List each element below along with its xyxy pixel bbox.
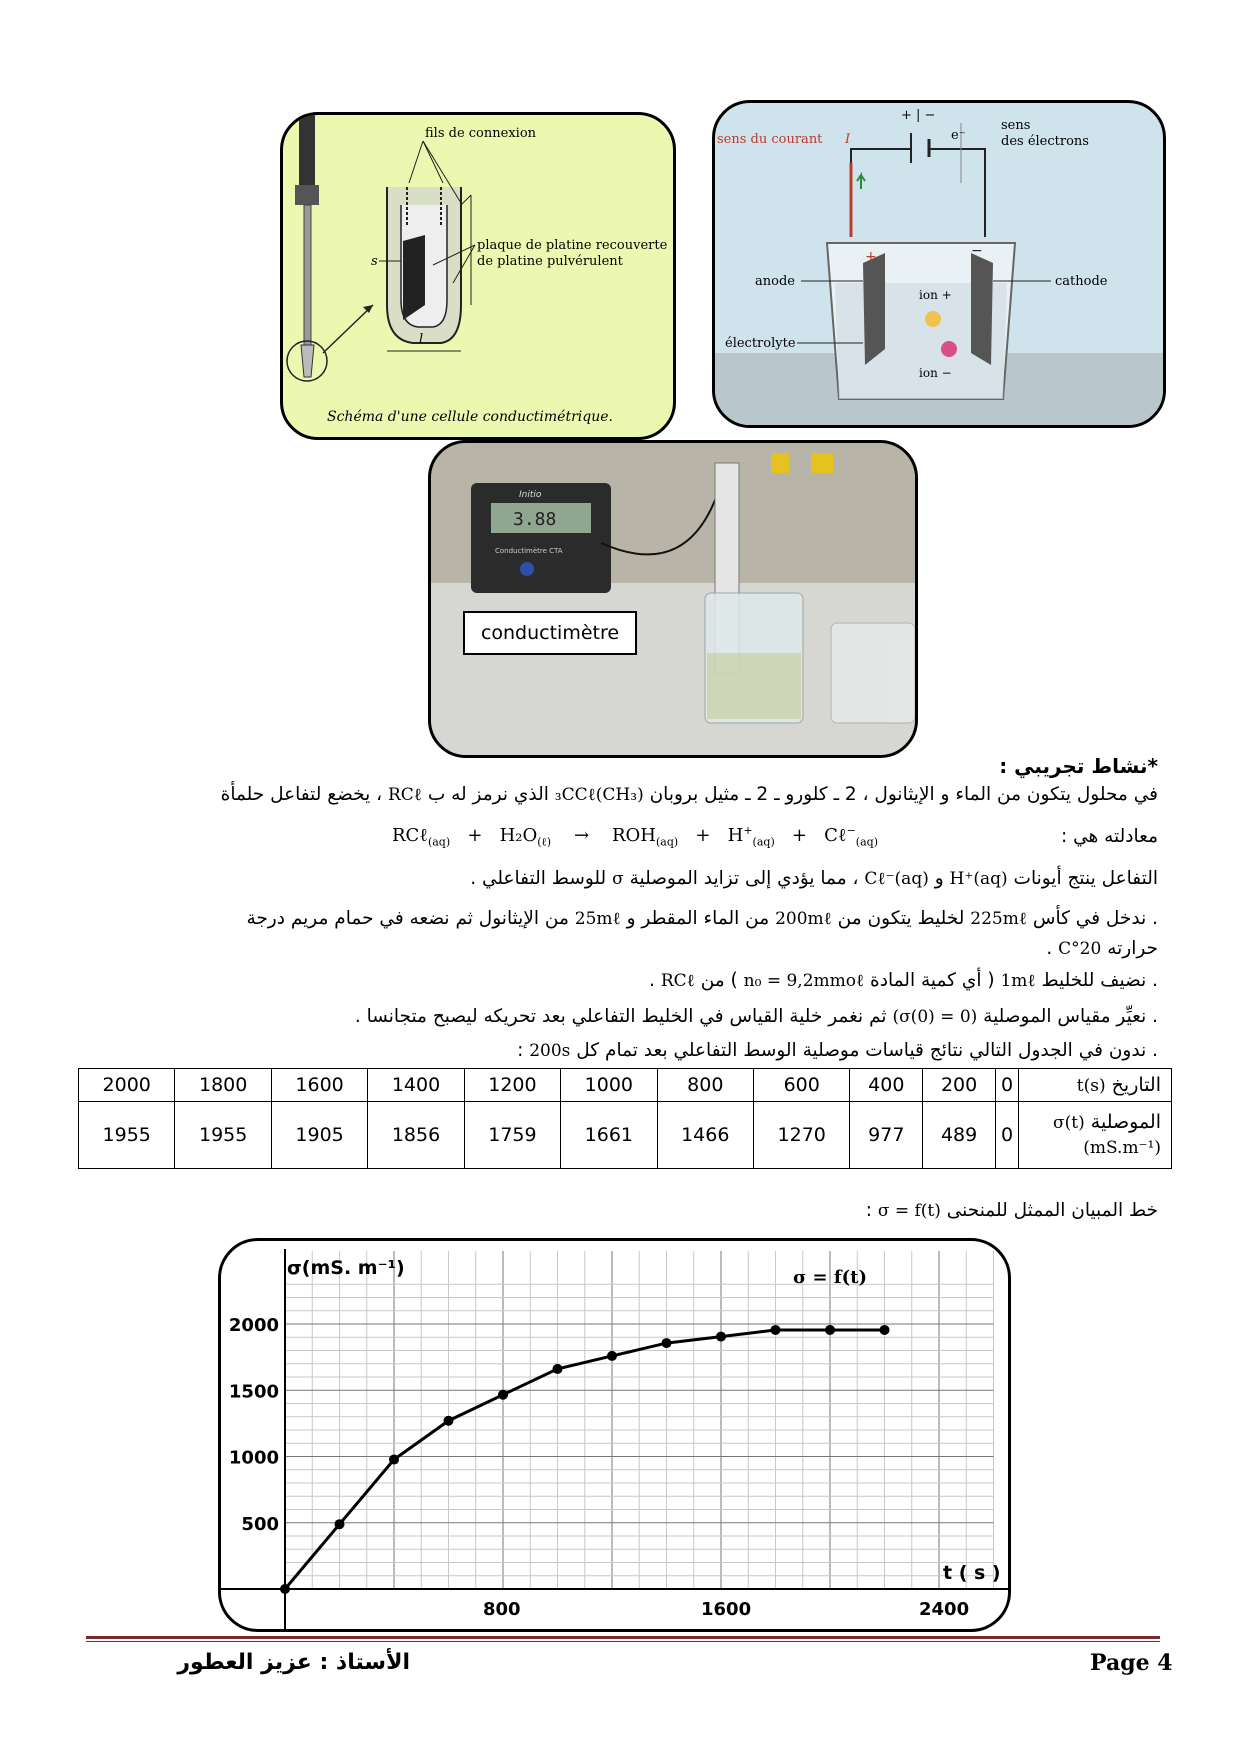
eq-product-2-charge: + bbox=[743, 824, 753, 837]
y-tick-label: 500 bbox=[241, 1513, 279, 1535]
graph-intro-text: خط المبيان الممثل للمنحنى bbox=[946, 1200, 1158, 1221]
sigma-cell: 1955 bbox=[175, 1102, 271, 1169]
conductimeter-photo bbox=[428, 440, 918, 758]
chart-ylabel: σ(mS. m⁻¹) bbox=[287, 1257, 405, 1279]
step1b-temperature: 20°C bbox=[1058, 939, 1102, 959]
sigma-cell: 1270 bbox=[753, 1102, 849, 1169]
ions-line bbox=[470, 868, 1158, 889]
anode-label: anode bbox=[755, 274, 795, 289]
data-point bbox=[607, 1351, 617, 1361]
time-cell: 400 bbox=[850, 1069, 923, 1102]
sigma-header: الموصلية bbox=[1090, 1111, 1161, 1134]
y-tick-label: 1000 bbox=[228, 1447, 279, 1469]
eq-arrow: → bbox=[574, 825, 590, 846]
teacher-name: الأستاذ : عزيز العطور bbox=[177, 1650, 410, 1675]
chart-title: σ = f(t) bbox=[793, 1267, 867, 1288]
cell-caption: Schéma d'une cellule conductimétrique. bbox=[327, 409, 613, 425]
time-cell: 1400 bbox=[368, 1069, 464, 1102]
ions-text-1: التفاعل ينتج أيونات bbox=[1013, 868, 1158, 889]
time-header-cell bbox=[1019, 1069, 1172, 1102]
chart-grid bbox=[285, 1251, 994, 1589]
step2-text-3: ) من bbox=[700, 970, 738, 991]
graph-intro-formula: σ = f(t) bbox=[877, 1201, 941, 1221]
time-cell: 1000 bbox=[561, 1069, 657, 1102]
step1-volume-total: 225mℓ bbox=[970, 909, 1027, 929]
time-row bbox=[79, 1069, 1172, 1102]
eq-reactant-2: H₂O bbox=[499, 825, 538, 846]
label-plate-1: plaque de platine recouverte bbox=[477, 238, 668, 253]
step1b-text: حرارته bbox=[1107, 938, 1158, 959]
label-l: l bbox=[419, 332, 424, 347]
step1-text-2: لخليط يتكون من bbox=[837, 908, 965, 929]
data-point bbox=[553, 1364, 563, 1374]
battery-poles: + | − bbox=[901, 108, 936, 123]
time-cell: 1800 bbox=[175, 1069, 271, 1102]
data-point bbox=[498, 1390, 508, 1400]
sigma-header-cell bbox=[1019, 1102, 1172, 1169]
step3-text-2: ثم نغمر خلية القياس في الخليط التفاعلي بعد تحريكه ليصبح متجانسا . bbox=[354, 1006, 887, 1027]
chart-xlabel: t ( s ) bbox=[943, 1562, 1001, 1584]
electrolysis-svg bbox=[715, 103, 1163, 425]
data-point bbox=[825, 1325, 835, 1335]
label-wires: fils de connexion bbox=[425, 126, 537, 141]
time-cell: 1600 bbox=[271, 1069, 367, 1102]
time-cell: 800 bbox=[657, 1069, 753, 1102]
sigma-cell: 489 bbox=[923, 1102, 996, 1169]
label-s: s bbox=[371, 254, 378, 269]
data-point bbox=[880, 1325, 890, 1335]
page-number: Page 4 bbox=[1090, 1650, 1173, 1676]
eq-product-3-charge: − bbox=[846, 824, 856, 837]
sigma-cell: 1466 bbox=[657, 1102, 753, 1169]
step1-line bbox=[246, 908, 1158, 929]
electron-label: e⁻ bbox=[951, 128, 966, 143]
electrolyte-label: électrolyte bbox=[725, 336, 796, 351]
step2-text-2: ( أي كمية المادة bbox=[870, 970, 995, 991]
step1-volume-ethanol: 25mℓ bbox=[574, 909, 621, 929]
measurements-table bbox=[78, 1068, 1172, 1169]
ions-and: و bbox=[934, 868, 944, 889]
data-point bbox=[771, 1325, 781, 1335]
step2-line bbox=[649, 970, 1158, 991]
data-point bbox=[716, 1332, 726, 1342]
chart-svg bbox=[221, 1241, 1008, 1629]
ions-h: H⁺(aq) bbox=[949, 869, 1008, 889]
electrolysis-diagram bbox=[712, 100, 1166, 428]
sigma-cell: 1661 bbox=[561, 1102, 657, 1169]
data-point bbox=[280, 1584, 290, 1594]
data-point bbox=[444, 1416, 454, 1426]
data-point bbox=[335, 1519, 345, 1529]
step3-line bbox=[355, 1006, 1158, 1027]
eq-plus-2: + bbox=[695, 825, 711, 846]
eq-product-1: ROH bbox=[611, 825, 656, 846]
step2-text-1: . نضيف للخليط bbox=[1041, 970, 1158, 991]
sigma-unit: (mS.m⁻¹) bbox=[1083, 1138, 1161, 1158]
ions-text-2: ، مما يؤدي إلى تزايد الموصلية bbox=[629, 868, 859, 889]
sigma-cell: 0 bbox=[996, 1102, 1019, 1169]
time-cell: 1200 bbox=[464, 1069, 560, 1102]
time-header: التاريخ bbox=[1111, 1073, 1161, 1096]
step2-symbol: RCℓ bbox=[660, 971, 695, 991]
conductimetric-cell-diagram bbox=[280, 112, 676, 440]
time-cell: 2000 bbox=[79, 1069, 175, 1102]
label-plate-2: de platine pulvérulent bbox=[477, 254, 623, 269]
photo-svg bbox=[431, 443, 915, 755]
eq-reactant-1-state: (aq) bbox=[427, 835, 451, 849]
step1-text-1: . ندخل في كأس bbox=[1032, 908, 1158, 929]
step4-interval: 200s bbox=[529, 1041, 571, 1061]
step4-text: . ندون في الجدول التالي نتائج قياسات موصلية الوسط التفاعلي بعد تمام كل bbox=[576, 1040, 1158, 1061]
time-cell: 600 bbox=[753, 1069, 849, 1102]
cathode-minus: − bbox=[971, 243, 983, 259]
intro-line bbox=[221, 784, 1158, 805]
step3-text-1: . نعيِّر مقياس الموصلية bbox=[983, 1006, 1158, 1027]
intro-text-3: ، يخضع لتفاعل حلمأة bbox=[220, 784, 383, 805]
eq-product-2: H bbox=[727, 825, 744, 846]
sigma-cell: 1955 bbox=[79, 1102, 175, 1169]
cathode-label: cathode bbox=[1055, 274, 1108, 289]
eq-product-3-state: (aq) bbox=[855, 835, 878, 849]
eq-product-1-state: (aq) bbox=[656, 835, 679, 849]
sigma-symbol: σ(t) bbox=[1053, 1113, 1085, 1134]
intro-text-1: في محلول يتكون من الماء و الإيثانول ، 2 ـ كلورو ـ 2 ـ مثيل بروبان bbox=[649, 784, 1158, 805]
y-tick-label: 2000 bbox=[228, 1315, 279, 1336]
sigma-cell: 977 bbox=[850, 1102, 923, 1169]
eq-reactant-1: RCℓ bbox=[392, 825, 428, 846]
equation-label: معادلته هي : bbox=[1060, 826, 1158, 847]
sigma-cell: 1905 bbox=[271, 1102, 367, 1169]
intro-symbol: RCℓ bbox=[387, 785, 422, 805]
electron-direction-2: des électrons bbox=[1001, 134, 1089, 149]
footer-rule bbox=[86, 1636, 1160, 1639]
current-direction-label: sens du courant bbox=[717, 132, 823, 147]
graph-intro bbox=[866, 1200, 1158, 1221]
step2-amount: n₀ = 9,2mmoℓ bbox=[743, 971, 865, 991]
step1-text-4: من الإيثانول ثم نضعه في حمام مريم درجة bbox=[246, 908, 569, 929]
sigma-row bbox=[79, 1102, 1172, 1169]
meter-display: 3.88 bbox=[513, 509, 557, 530]
step2-volume: 1mℓ bbox=[1000, 971, 1036, 991]
step4-end: : bbox=[517, 1040, 524, 1061]
graph-intro-end: : bbox=[865, 1200, 872, 1221]
step2-end: . bbox=[649, 970, 655, 991]
step1-text-3: من الماء المقطر و bbox=[626, 908, 770, 929]
ions-sigma: σ bbox=[612, 869, 624, 889]
step1-volume-water: 200mℓ bbox=[775, 909, 832, 929]
ion-plus-label: ion + bbox=[919, 288, 952, 302]
time-cell: 0 bbox=[996, 1069, 1019, 1102]
step3-sigma: (σ(0) = 0) bbox=[892, 1007, 978, 1027]
meter-model: Conductimètre CTA bbox=[495, 547, 563, 555]
ions-cl: Cℓ⁻(aq) bbox=[864, 869, 929, 889]
data-point bbox=[389, 1455, 399, 1465]
ion-minus-label: ion − bbox=[919, 366, 952, 380]
conductivity-chart bbox=[218, 1238, 1011, 1632]
meter-brand: Initio bbox=[519, 490, 542, 500]
intro-formula: (CH₃)₃CCℓ bbox=[554, 785, 644, 805]
eq-reactant-2-state: (ℓ) bbox=[537, 835, 552, 849]
reaction-equation bbox=[392, 824, 878, 849]
electron-direction-1: sens bbox=[1001, 118, 1031, 133]
eq-plus-1: + bbox=[467, 825, 483, 846]
x-tick-label: 800 bbox=[483, 1599, 521, 1620]
anode-plus: + bbox=[865, 249, 877, 265]
eq-product-3: Cℓ bbox=[824, 825, 847, 846]
data-point bbox=[662, 1338, 672, 1348]
intro-text-2: الذي نرمز له ب bbox=[427, 784, 549, 805]
eq-plus-3: + bbox=[791, 825, 807, 846]
x-tick-label: 1600 bbox=[701, 1599, 752, 1620]
current-symbol: I bbox=[845, 132, 851, 147]
x-tick-label: 2400 bbox=[919, 1599, 970, 1620]
sigma-cell: 1856 bbox=[368, 1102, 464, 1169]
time-unit: t(s) bbox=[1076, 1075, 1106, 1096]
time-cell: 200 bbox=[923, 1069, 996, 1102]
activity-title: *نشاط تجريبي : bbox=[999, 754, 1158, 778]
step1b-line bbox=[1046, 938, 1158, 959]
y-tick-label: 1500 bbox=[228, 1381, 279, 1403]
footer-rule-thin bbox=[86, 1641, 1160, 1642]
photo-caption: conductimètre bbox=[463, 611, 637, 655]
step4-line bbox=[517, 1040, 1158, 1061]
eq-product-2-state: (aq) bbox=[752, 835, 775, 849]
cell-diagram-svg bbox=[283, 115, 673, 437]
sigma-cell: 1759 bbox=[464, 1102, 560, 1169]
step1b-end: . bbox=[1046, 938, 1053, 959]
ions-text-3: للوسط التفاعلي . bbox=[470, 868, 607, 889]
